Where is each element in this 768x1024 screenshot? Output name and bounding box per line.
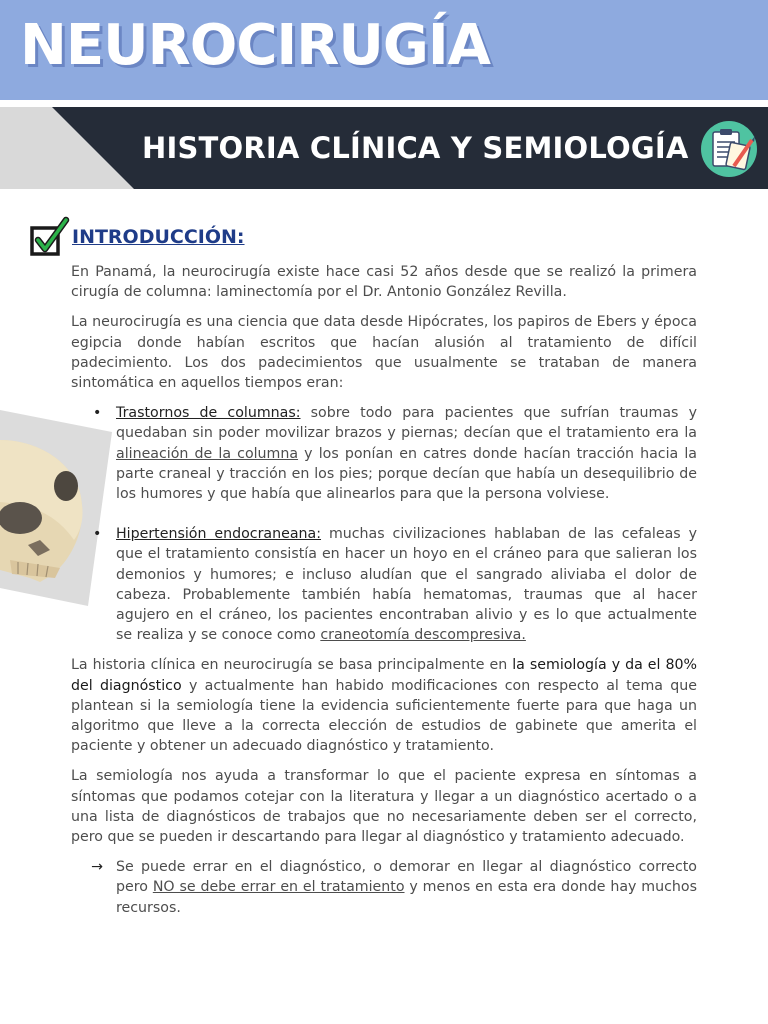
paragraph-intro-1: En Panamá, la neurocirugía existe hace casi 52 años desde que se realizó la primera cirugía de columna: laminectomía por el Dr. Antonio González Revilla. xyxy=(71,264,697,301)
highlight-semiology: la semiología y da el 80% del diagnóstico xyxy=(71,657,698,694)
bullet-icon: • xyxy=(93,526,102,543)
main-title: NEUROCIRUGÍA xyxy=(20,13,490,78)
bullet-text: muchas civilizaciones hablaban de las cefaleas y que el tratamiento consistía en hacer un hoyo en el cráneo para que salieran los demonios y humores; e incluso aludían que el sangrado aliviaba el dolor de cabeza. Probablemente también había hematomas, traumas que al hacer agujero en el cráneo, los pacientes encontraban alivio y es lo que actualmente se realiza y se conoce como xyxy=(116,526,697,644)
term-intracranial-hypertension: Hipertensión endocraneana: xyxy=(116,526,322,543)
arrow-right-icon: → xyxy=(91,859,103,876)
subtitle: HISTORIA CLÍNICA Y SEMIOLOGÍA xyxy=(142,131,689,165)
paragraph-text: La historia clínica en neurocirugía se basa principalmente en xyxy=(71,657,513,674)
note-text: Se puede errar en el diagnóstico, o demorar en llegar al diagnóstico correcto pero xyxy=(116,859,697,896)
section-heading xyxy=(30,216,330,258)
paragraph-text: y actualmente han habido modificaciones con respecto al tema que plantean si la semiología tiene la evidencia suficientemente fuerte para que haga un algoritmo que lleve a la correcta elección de estudios de gabinete que amerita el paciente y obtener un adecuado diagnóstico y tratamiento. xyxy=(71,677,697,755)
list-item xyxy=(71,524,697,645)
checkbox-check-icon xyxy=(30,216,70,258)
note-emphasis: NO se debe errar en el tratamiento xyxy=(152,879,405,896)
list-item xyxy=(71,403,697,504)
term-spinal-disorders: Trastornos de columnas: xyxy=(116,405,301,422)
paragraph-clinical-history xyxy=(71,655,697,756)
paragraph-semiology: La semiología nos ayuda a transformar lo que el paciente expresa en síntomas a síntomas que podamos cotejar con la literatura y llegar a un diagnóstico acertado o a una lista de diagnósticos de trabajos que no necesariamente deben ser el correcto, pero que se pueden ir descartando para llegar al diagnóstico y tratamiento adecuado. xyxy=(71,768,697,846)
condition-list xyxy=(71,403,697,645)
body-content xyxy=(71,262,697,918)
arrow-note xyxy=(71,857,697,918)
term-decompressive-craniotomy: craneotomía descompresiva. xyxy=(320,627,526,644)
bullet-text: y los ponían en catres donde hacían tracción hacia la parte craneal y tracción en los pies; porque decían que había un desequilibrio de los humores y que había que alinearlos para que la persona volviese. xyxy=(116,445,697,503)
bullet-icon: • xyxy=(93,405,102,422)
clipboard-document-icon xyxy=(700,120,758,178)
term-spinal-alignment: alineación de la columna xyxy=(116,445,299,462)
paragraph-intro-2: La neurocirugía es una ciencia que data desde Hipócrates, los papiros de Ebers y época egipcia donde habían escritos que hacían alusión al tratamiento de difícil padecimiento. Los dos padecimientos que usualmente se trataban de manera sintomática en aquellos tiempos eran: xyxy=(71,314,697,392)
note-text: y menos en esta era donde hay muchos recursos. xyxy=(116,879,697,916)
section-title: INTRODUCCIÓN: xyxy=(72,226,245,248)
bullet-text: sobre todo para pacientes que sufrían traumas y quedaban sin poder movilizar brazos y piernas; decían que el tratamiento era la xyxy=(116,405,697,442)
